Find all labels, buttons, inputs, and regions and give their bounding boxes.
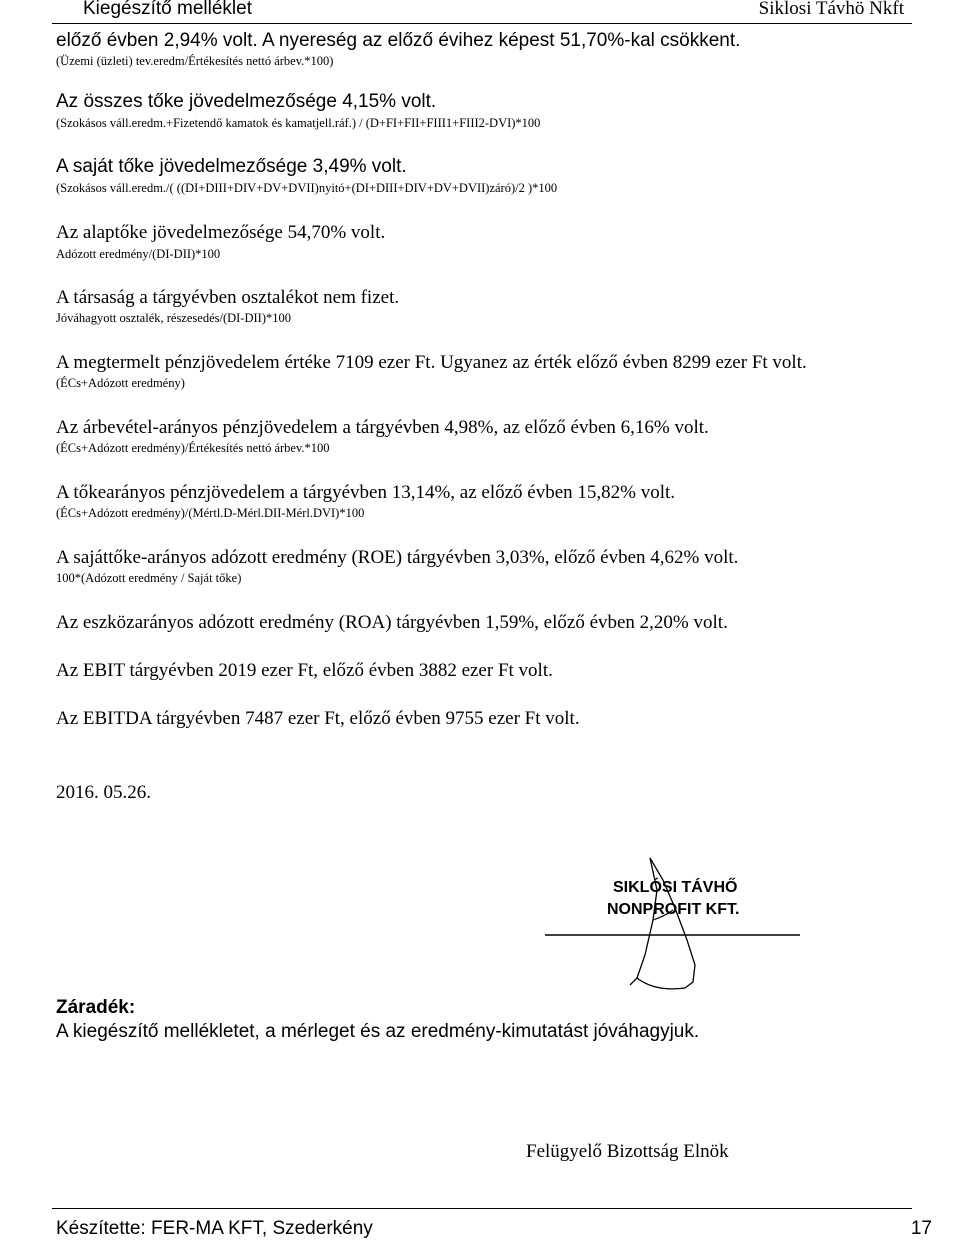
formula-line: (ÉCs+Adózott eredmény)/(Mértl.D-Mérl.DII-Mérl.DVI)*100 [56,506,365,520]
text-line: Az árbevétel-arányos pénzjövedelem a tárgyévben 4,98%, az előző évben 6,16% volt. [56,417,709,438]
closing-text: A kiegészítő mellékletet, a mérleget és az eredmény-kimutatást jóváhagyjuk. [56,1021,700,1042]
footer-divider [52,1208,912,1209]
text-line: Az EBIT tárgyévben 2019 ezer Ft, előző évben 3882 ezer Ft volt. [56,660,553,681]
text-line: Az alaptőke jövedelmezősége 54,70% volt. [56,222,386,243]
stamp-text-line2: NONPROFIT KFT. [607,901,740,918]
text-line: A sajáttőke-arányos adózott eredmény (ROE) tárgyévben 3,03%, előző évben 4,62% volt. [56,547,739,568]
company-stamp-signature [545,850,800,1000]
text-line: A társaság a tárgyévben osztalékot nem fizet. [56,287,400,308]
text-line: előző évben 2,94% volt. A nyereség az előző évihez képest 51,70%-kal csökkent. [56,30,741,51]
formula-line: 100*(Adózott eredmény / Saját tőke) [56,571,242,585]
text-line: A saját tőke jövedelmezősége 3,49% volt. [56,156,407,177]
text-line: Az EBITDA tárgyévben 7487 ezer Ft, előző évben 9755 ezer Ft volt. [56,708,580,729]
formula-line: (Szokásos váll.eredm./( ((DI+DIII+DIV+DV+DVII)nyitó+(DI+DIII+DIV+DV+DVII)záró)/2 )*100 [56,181,558,195]
formula-line: (Szokásos váll.eredm.+Fizetendő kamatok és kamatjell.ráf.) / (D+FI+FII+FIII1+FIII2-DVI)*100 [56,116,541,130]
formula-line: (ÉCs+Adózott eredmény)/Értékesítés nettó árbev.*100 [56,441,330,455]
header-divider [52,23,912,24]
page-number: 17 [910,1218,932,1239]
formula-line: (ÉCs+Adózott eredmény) [56,376,185,390]
formula-line: Jóváhagyott osztalék, részesedés/(DI-DII)*100 [56,311,291,325]
stamp-text-line1: SIKLÓSI TÁVHŐ [613,879,738,896]
closing-heading: Záradék: [56,997,136,1018]
text-line: A tőkearányos pénzjövedelem a tárgyévben 13,14%, az előző évben 15,82% volt. [56,482,676,503]
document-date: 2016. 05.26. [56,782,151,803]
formula-line: Adózott eredmény/(DI-DII)*100 [56,247,221,261]
formula-line: (Üzemi (üzleti) tev.eredm/Értékesítés nettó árbev.*100) [56,54,334,68]
text-line: Az eszközarányos adózott eredmény (ROA) tárgyévben 1,59%, előző évben 2,20% volt. [56,612,728,633]
signatory-title: Felügyelő Bizottság Elnök [526,1141,729,1162]
header-left-title: Kiegészítő melléklet [83,0,252,19]
header-right-company: Siklosi Távhö Nkft [758,0,904,19]
footer-author: Készítette: FER-MA KFT, Szederkény [56,1218,373,1239]
text-line: Az összes tőke jövedelmezősége 4,15% volt. [56,91,437,112]
text-line: A megtermelt pénzjövedelem értéke 7109 ezer Ft. Ugyanez az érték előző évben 8299 ezer Ft volt. [56,352,807,373]
